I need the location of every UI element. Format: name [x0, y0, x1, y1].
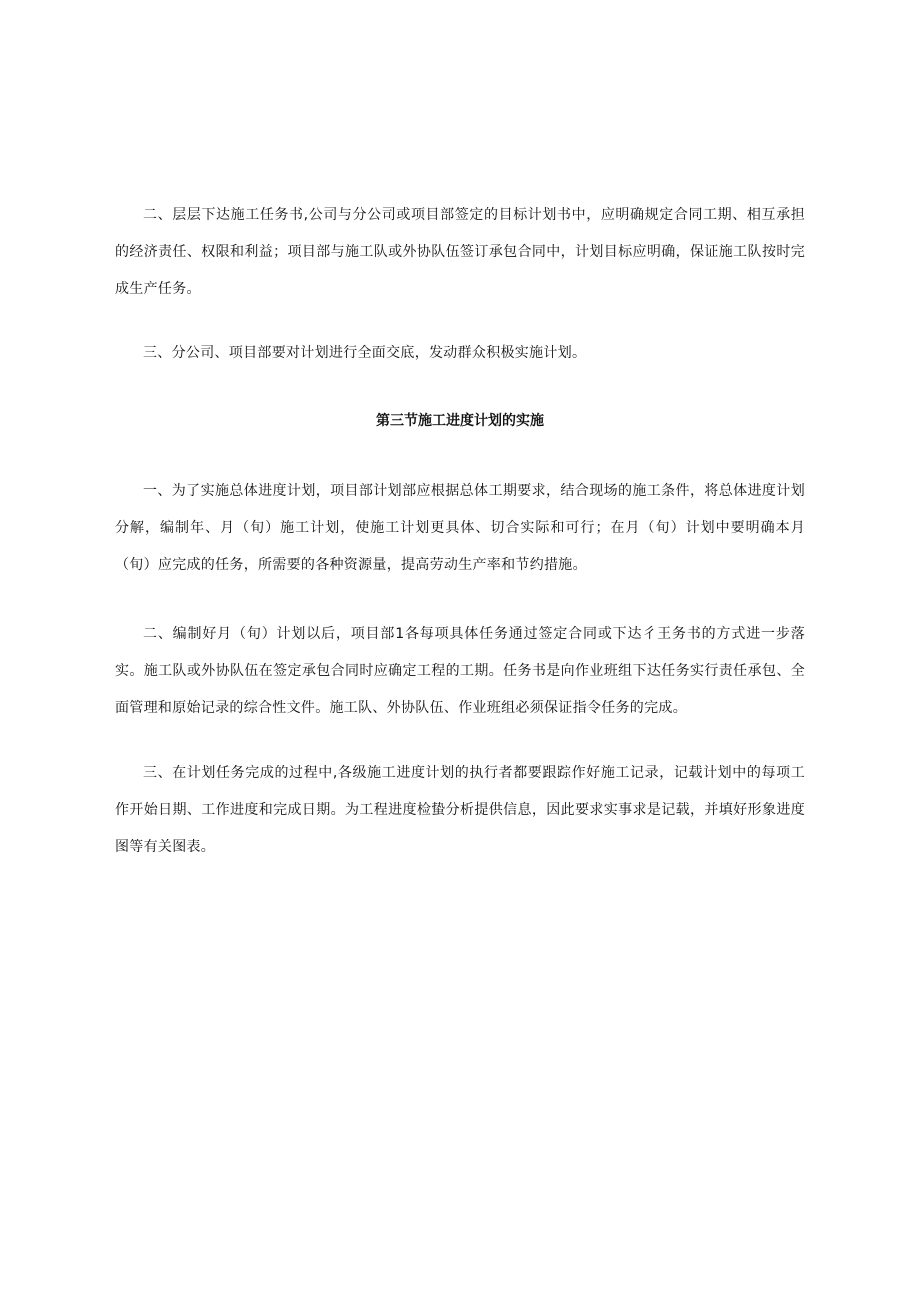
section-heading: 第三节施工进度计划的实施: [376, 413, 544, 429]
paragraph-overall-plan: 一、为了实施总体进度计划，项目部计划部应根据总体工期要求，结合现场的施工条件，将总体进度计划分解，编制年、月（旬）施工计划，使施工计划更具体、切合实际和可行；在月（旬）计划中要明确本月（旬）应完成的任务，所需要的各种资源量，提高劳动生产率和节约措施。: [115, 483, 805, 573]
paragraph-progress-records: 三、在计划任务完成的过程中,各级施工进度计划的执行者都要跟踪作好施工记录，记载计划中的每项工作开始日期、工作进度和完成日期。为工程进度检蛰分析提供信息，因此要求实事求是记载，并填好形象进度图等有关图表。: [115, 765, 805, 855]
paragraph-task-book: 二、层层下达施工任务书,公司与分公司或项目部签定的目标计划书中，应明确规定合同工期、相互承担的经济责任、权限和利益；项目部与施工队或外协队伍签订承包合同中，计划目标应明确，保证施工队按时完成生产任务。: [115, 207, 805, 297]
paragraph-plan-briefing: 三、分公司、项目部要对计划进行全面交底，发动群众积极实施计划。: [143, 345, 587, 361]
paragraph-monthly-plan: 二、编制好月（旬）计划以后，项目部1各每项具体任务通过签定合同或下达彳王务书的方式进一步落实。施工队或外协队伍在签定承包合同时应确定工程的工期。任务书是向作业班组下达任务实行责任承包、全面管理和原始记录的综合性文件。施工队、外协队伍、作业班组必须保证指令任务的完成。: [115, 626, 805, 716]
